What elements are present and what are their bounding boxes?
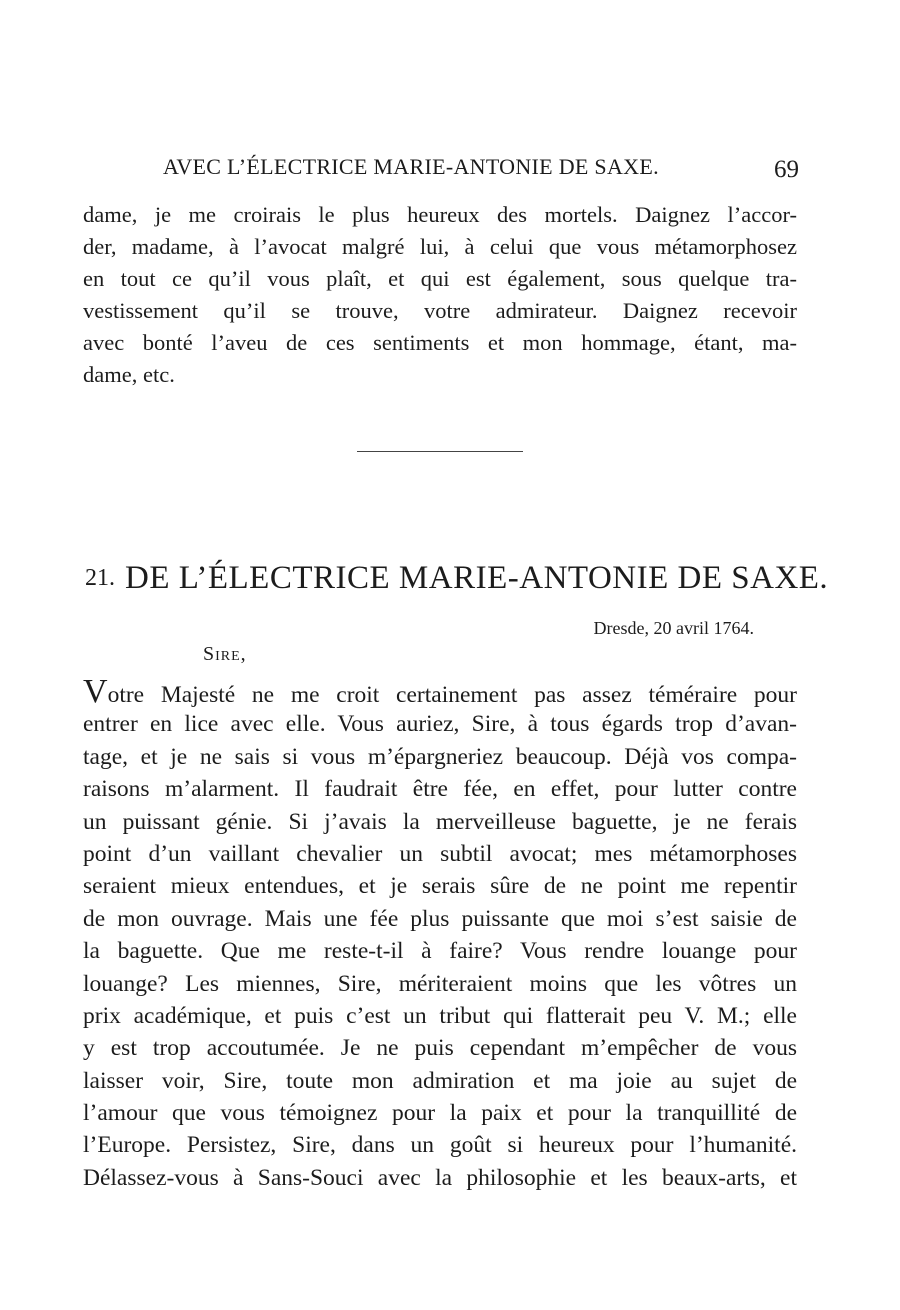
text-line: en tout ce qu’il vous plaît, et qui est également, sous quelque tra- — [83, 266, 797, 291]
text-line: prix académique, et puis c’est un tribut qui flatterait peu V. M.; elle — [83, 1002, 797, 1029]
text-line: l’amour que vous témoignez pour la paix et pour la tranquillité de — [83, 1100, 797, 1127]
text-line: laisser voir, Sire, toute mon admiration et ma joie au sujet de — [83, 1067, 797, 1094]
first-line-text: otre Majesté ne me croit certainement pas assez téméraire pour — [107, 682, 797, 708]
text-line: dame, je me croirais le plus heureux des mortels. Daignez l’accor- — [83, 202, 797, 227]
text-line: dame, etc. — [83, 362, 175, 387]
letter-salutation: Sire, — [203, 643, 247, 665]
running-head-title: AVEC L’ÉLECTRICE MARIE-ANTONIE DE SAXE. — [163, 154, 659, 179]
previous-letter-text — [83, 199, 797, 391]
text-line: seraient mieux entendues, et je serais sûre de ne point me repentir — [83, 873, 797, 900]
letter-heading — [85, 560, 829, 597]
text-line: louange? Les miennes, Sire, mériteraient moins que les vôtres un — [83, 970, 797, 997]
page-number: 69 — [774, 156, 799, 183]
letter-dateline: Dresde, 20 avril 1764. — [593, 618, 754, 638]
text-line: der, madame, à l’avocat malgré lui, à celui que vous métamorphosez — [83, 234, 797, 259]
text-line: Délassez-vous à Sans-Souci avec la philosophie et les beaux-arts, et — [83, 1164, 797, 1191]
drop-cap: V — [83, 673, 108, 710]
text-line: un puissant génie. Si j’avais la merveilleuse baguette, je ne ferais — [83, 808, 797, 835]
text-line: tage, et je ne sais si vous m’épargneriez beaucoup. Déjà vos compa- — [83, 743, 797, 770]
letter-body — [83, 673, 797, 1194]
text-line: de mon ouvrage. Mais une fée plus puissante que moi s’est saisie de — [83, 905, 797, 932]
text-line: raisons m’alarment. Il faudrait être fée, en effet, pour lutter contre — [83, 776, 797, 803]
text-line: la baguette. Que me reste-t-il à faire? Vous rendre louange pour — [83, 938, 797, 965]
text-line: vestissement qu’il se trouve, votre admirateur. Daignez recevoir — [83, 298, 797, 323]
text-line: entrer en lice avec elle. Vous auriez, Sire, à tous égards trop d’avan- — [83, 711, 797, 738]
section-separator-rule — [357, 451, 523, 452]
letter-title: DE L’ÉLECTRICE MARIE-ANTONIE DE SAXE. — [125, 560, 829, 596]
text-line: point d’un vaillant chevalier un subtil avocat; mes métamorphoses — [83, 840, 797, 867]
text-line-first — [83, 673, 797, 710]
running-head — [163, 154, 799, 184]
text-line: y est trop accoutumée. Je ne puis cependant m’empêcher de vous — [83, 1035, 797, 1062]
text-line: l’Europe. Persistez, Sire, dans un goût si heureux pour l’humanité. — [83, 1132, 797, 1159]
text-line: avec bonté l’aveu de ces sentiments et mon hommage, étant, ma- — [83, 330, 797, 355]
letter-number: 21. — [85, 565, 115, 591]
